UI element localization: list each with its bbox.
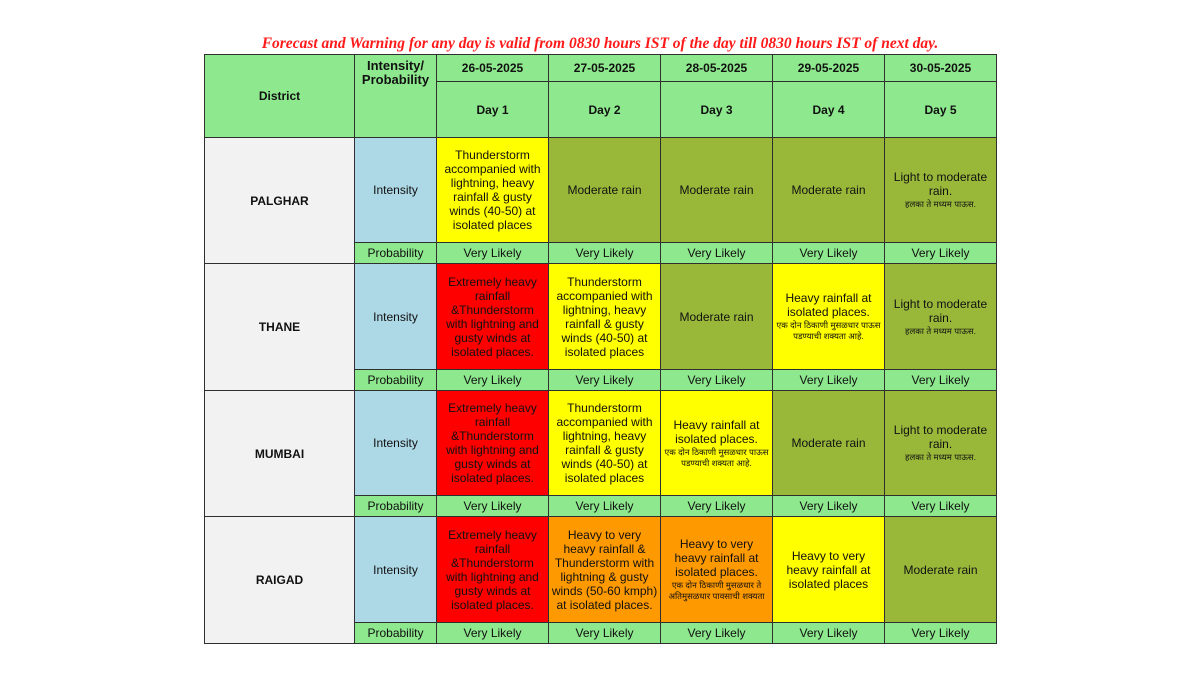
district-intensity-row [205, 391, 997, 496]
forecast-text-marathi: एक दोन ठिकाणी मुसळधार ते अतिमुसळधार पावसाची शक्यता [668, 580, 765, 601]
day-header: Day 2 [549, 82, 661, 138]
probability-cell: Very Likely [885, 496, 997, 517]
day-header: Day 5 [885, 82, 997, 138]
forecast-cell [549, 264, 661, 370]
probability-cell: Very Likely [549, 370, 661, 391]
probability-cell: Very Likely [885, 370, 997, 391]
forecast-cell [437, 391, 549, 496]
intensity-label: Intensity [355, 138, 437, 243]
date-header: 26-05-2025 [437, 55, 549, 82]
district-name: PALGHAR [205, 138, 355, 264]
forecast-cell [437, 517, 549, 623]
forecast-cell [549, 138, 661, 243]
day-header: Day 4 [773, 82, 885, 138]
forecast-text: Moderate rain [679, 183, 754, 197]
forecast-text: Heavy to very heavy rainfall & Thunderstorm with lightning & gusty winds (50-60 kmph) at isolated places. [551, 527, 658, 612]
forecast-text: Light to moderate rain. [893, 296, 988, 325]
probability-label: Probability [355, 496, 437, 517]
district-intensity-row [205, 517, 997, 623]
forecast-text: Moderate rain [791, 436, 866, 450]
forecast-text-marathi: हलका ते मध्यम पाऊस. [904, 325, 977, 336]
district-name: MUMBAI [205, 391, 355, 517]
validity-notice: Forecast and Warning for any day is valid from 0830 hours IST of the day till 0830 hours IST of next day. [261, 35, 939, 52]
district-name: RAIGAD [205, 517, 355, 644]
forecast-table [204, 54, 997, 644]
intensity-label: Intensity [355, 517, 437, 623]
district-intensity-row [205, 138, 997, 243]
forecast-cell [549, 391, 661, 496]
forecast-cell [661, 138, 773, 243]
day-header: Day 3 [661, 82, 773, 138]
forecast-cell [437, 138, 549, 243]
probability-label: Probability [355, 243, 437, 264]
date-header: 30-05-2025 [885, 55, 997, 82]
forecast-cell [549, 517, 661, 623]
forecast-cell [773, 138, 885, 243]
probability-cell: Very Likely [661, 370, 773, 391]
forecast-text: Extremely heavy rainfall &Thunderstorm with lightning and gusty winds at isolated places. [446, 527, 539, 612]
probability-cell: Very Likely [773, 243, 885, 264]
forecast-text: Moderate rain [791, 183, 866, 197]
forecast-text-marathi: हलका ते मध्यम पाऊस. [904, 199, 977, 209]
forecast-text-marathi: हलका ते मध्यम पाऊस. [904, 452, 977, 462]
district-intensity-row [205, 264, 997, 370]
forecast-text: Moderate rain [679, 309, 754, 324]
forecast-text: Heavy to very heavy rainfall at isolated places. [674, 537, 759, 579]
forecast-cell [885, 138, 997, 243]
probability-cell: Very Likely [437, 370, 549, 391]
forecast-text: Light to moderate rain. [893, 170, 988, 198]
date-header: 28-05-2025 [661, 55, 773, 82]
probability-cell: Very Likely [549, 496, 661, 517]
forecast-text-marathi: एक दोन ठिकाणी मुसळधार पाऊस पडण्याची शक्यता आहे. [776, 320, 881, 341]
forecast-cell [773, 264, 885, 370]
intensity-label: Intensity [355, 391, 437, 496]
day-header: Day 1 [437, 82, 549, 138]
intensity-label: Intensity [355, 264, 437, 370]
forecast-text-marathi: एक दोन ठिकाणी मुसळधार पाऊस पडण्याची शक्यता आहे. [664, 446, 769, 468]
forecast-text: Extremely heavy rainfall &Thunderstorm with lightning and gusty winds at isolated places. [446, 274, 539, 359]
forecast-cell [661, 391, 773, 496]
forecast-cell [885, 517, 997, 623]
probability-cell: Very Likely [437, 496, 549, 517]
forecast-cell [885, 264, 997, 370]
forecast-text: Thunderstorm accompanied with lightning, heavy rainfall & gusty winds (40-50) at isolated places [556, 401, 653, 485]
forecast-cell [661, 517, 773, 623]
forecast-text: Thunderstorm accompanied with lightning, heavy rainfall & gusty winds (40-50) at isolated places [444, 148, 541, 232]
forecast-text: Moderate rain [567, 183, 642, 197]
date-header: 27-05-2025 [549, 55, 661, 82]
probability-cell: Very Likely [773, 623, 885, 644]
district-header: District [205, 55, 355, 138]
district-name: THANE [205, 264, 355, 391]
probability-cell: Very Likely [661, 623, 773, 644]
probability-cell: Very Likely [885, 243, 997, 264]
forecast-text: Heavy rainfall at isolated places. [785, 291, 872, 319]
forecast-text: Heavy to very heavy rainfall at isolated places [786, 548, 871, 591]
probability-cell: Very Likely [549, 623, 661, 644]
probability-cell: Very Likely [773, 496, 885, 517]
forecast-text: Extremely heavy rainfall &Thunderstorm with lightning and gusty winds at isolated places. [446, 401, 539, 485]
forecast-cell [661, 264, 773, 370]
probability-cell: Very Likely [437, 623, 549, 644]
forecast-text: Thunderstorm accompanied with lightning, heavy rainfall & gusty winds (40-50) at isolated places [556, 274, 653, 359]
probability-cell: Very Likely [773, 370, 885, 391]
forecast-cell [437, 264, 549, 370]
date-header: 29-05-2025 [773, 55, 885, 82]
probability-cell: Very Likely [549, 243, 661, 264]
forecast-text: Heavy rainfall at isolated places. [673, 417, 760, 446]
forecast-text: Moderate rain [903, 562, 978, 577]
probability-label: Probability [355, 623, 437, 644]
probability-label: Probability [355, 370, 437, 391]
probability-cell: Very Likely [661, 243, 773, 264]
forecast-cell [885, 391, 997, 496]
probability-cell: Very Likely [885, 623, 997, 644]
forecast-cell [773, 391, 885, 496]
probability-cell: Very Likely [437, 243, 549, 264]
forecast-text: Light to moderate rain. [893, 423, 988, 451]
forecast-cell [773, 517, 885, 623]
probability-cell: Very Likely [661, 496, 773, 517]
intensity-probability-header: Intensity/ Probability [355, 55, 437, 138]
